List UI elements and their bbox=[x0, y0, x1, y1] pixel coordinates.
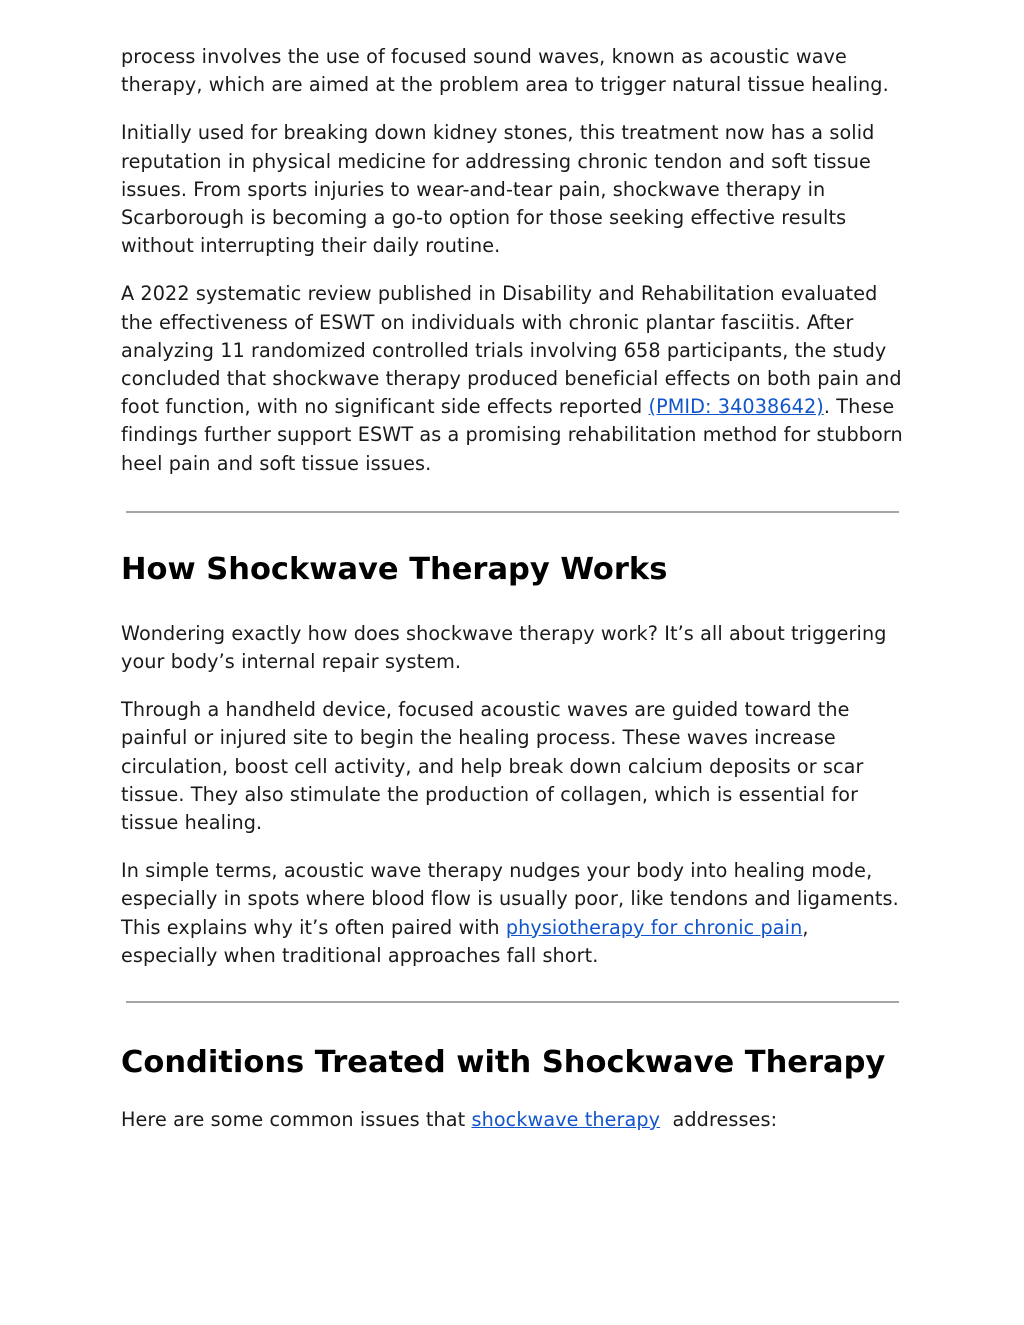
intro-paragraph-2: Initially used for breaking down kidney stones, this treatment now has a solid reputation in physical medicine for addressing chronic tendon and soft tissue issues. From sports injuries to wear-and-tear pain, shockwave therapy in Scarborough is becoming a go-to option for those seeking effective results without interrupting their daily routine. bbox=[121, 121, 875, 258]
conditions-intro-text-after: addresses: bbox=[660, 1108, 778, 1132]
pmid-citation-link[interactable]: (PMID: 34038642) bbox=[648, 395, 824, 419]
how-paragraph-3-text-after: , especially when traditional approaches fall short. bbox=[121, 915, 809, 967]
section-heading-conditions: Conditions Treated with Shockwave Therapy bbox=[121, 1045, 886, 1081]
how-paragraph-2: Through a handheld device, focused acoustic waves are guided toward the painful or injured site to begin the healing process. These waves increase circulation, boost cell activity, and help break down calcium deposits or scar tissue. They also stimulate the production of collagen, which is essential for tissue healing. bbox=[121, 698, 864, 835]
section-heading-how-it-works: How Shockwave Therapy Works bbox=[121, 551, 668, 587]
shockwave-therapy-link[interactable]: shockwave therapy bbox=[471, 1108, 661, 1132]
how-paragraph-3 bbox=[121, 857, 906, 970]
intro-paragraph-1: process involves the use of focused sound waves, known as acoustic wave therapy, which are aimed at the problem area to trigger natural tissue healing. bbox=[121, 45, 889, 97]
intro-paragraph-3 bbox=[121, 280, 906, 477]
section-divider bbox=[126, 511, 899, 513]
how-paragraph-1: Wondering exactly how does shockwave therapy work? It’s all about triggering your body’s internal repair system. bbox=[121, 621, 887, 674]
physiotherapy-chronic-pain-link[interactable]: physiotherapy for chronic pain bbox=[505, 915, 803, 939]
section-divider bbox=[126, 1001, 899, 1003]
conditions-intro-paragraph bbox=[121, 1106, 906, 1134]
intro-paragraph-3-text-after: . These findings further support ESWT as a promising rehabilitation method for stubborn heel pain and soft tissue issues. bbox=[121, 395, 903, 475]
conditions-intro-text-before: Here are some common issues that bbox=[121, 1108, 472, 1132]
how-paragraph-3-text-before: In simple terms, acoustic wave therapy nudges your body into healing mode, especially in spots where blood flow is usually poor, like tendons and ligaments. This explains why it’s often paired with bbox=[121, 859, 899, 939]
intro-paragraph-3-text-before: A 2022 systematic review published in Disability and Rehabilitation evaluated the effectiveness of ESWT on individuals with chronic plantar fasciitis. After analyzing 11 randomized controlled trials involving 658 participants, the study concluded that shockwave therapy produced beneficial effects on both pain and foot function, with no significant side effects reported bbox=[121, 282, 902, 419]
